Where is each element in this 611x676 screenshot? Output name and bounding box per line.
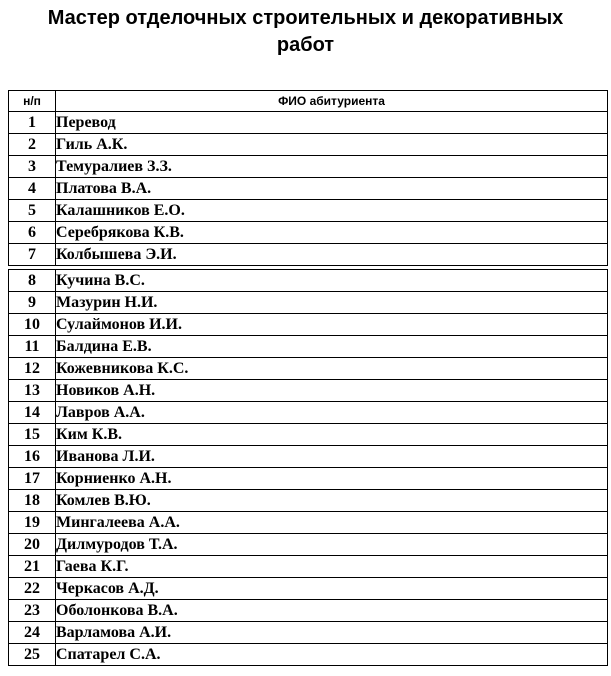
column-header-number: н/п [9,91,56,112]
column-header-applicant-name: ФИО абитуриента [56,91,608,112]
row-applicant-name-cell: Серебрякова К.В. [56,222,608,244]
table-row [9,178,608,200]
applicant-table-section-2 [8,269,608,666]
row-applicant-name-cell: Дилмуродов Т.А. [56,534,608,556]
row-applicant-name-cell: Гаева К.Г. [56,556,608,578]
row-applicant-name-cell: Оболонкова В.А. [56,600,608,622]
row-applicant-name-cell: Мазурин Н.И. [56,292,608,314]
table-row [9,200,608,222]
row-applicant-name-cell: Спатарел С.А. [56,644,608,666]
row-applicant-name-cell: Мингалеева А.А. [56,512,608,534]
row-applicant-name-cell: Перевод [56,112,608,134]
row-applicant-name-cell: Кучина В.С. [56,270,608,292]
row-applicant-name-cell: Гиль А.К. [56,134,608,156]
table-row [9,358,608,380]
table-section-1-body [9,112,608,266]
row-applicant-name-cell: Иванова Л.И. [56,446,608,468]
row-applicant-name-cell: Комлев В.Ю. [56,490,608,512]
table-row [9,134,608,156]
table-row [9,512,608,534]
row-applicant-name-cell: Лавров А.А. [56,402,608,424]
row-number-cell: 11 [9,336,56,358]
row-number-cell: 18 [9,490,56,512]
row-number-cell: 4 [9,178,56,200]
row-applicant-name-cell: Ким К.В. [56,424,608,446]
row-number-cell: 12 [9,358,56,380]
table-row [9,402,608,424]
row-applicant-name-cell: Темуралиев З.З. [56,156,608,178]
row-applicant-name-cell: Черкасов А.Д. [56,578,608,600]
row-number-cell: 7 [9,244,56,266]
table-row [9,156,608,178]
table-row [9,292,608,314]
row-applicant-name-cell: Кожевникова К.С. [56,358,608,380]
page-title: Мастер отделочных строительных и декоративных работ [47,7,564,56]
row-number-cell: 21 [9,556,56,578]
row-number-cell: 8 [9,270,56,292]
row-number-cell: 17 [9,468,56,490]
row-applicant-name-cell: Сулаймонов И.И. [56,314,608,336]
table-row [9,644,608,666]
row-number-cell: 10 [9,314,56,336]
row-number-cell: 16 [9,446,56,468]
row-number-cell: 22 [9,578,56,600]
row-number-cell: 9 [9,292,56,314]
row-number-cell: 1 [9,112,56,134]
row-applicant-name-cell: Балдина Е.В. [56,336,608,358]
row-applicant-name-cell: Колбышева Э.И. [56,244,608,266]
row-applicant-name-cell: Калашников Е.О. [56,200,608,222]
row-applicant-name-cell: Варламова А.И. [56,622,608,644]
row-number-cell: 13 [9,380,56,402]
table-row [9,534,608,556]
table-row [9,244,608,266]
table-row [9,380,608,402]
table-row [9,600,608,622]
row-number-cell: 6 [9,222,56,244]
row-applicant-name-cell: Платова В.А. [56,178,608,200]
table-header-row [9,91,608,112]
row-number-cell: 24 [9,622,56,644]
row-number-cell: 23 [9,600,56,622]
row-number-cell: 14 [9,402,56,424]
table-row [9,222,608,244]
table-row [9,336,608,358]
row-applicant-name-cell: Новиков А.Н. [56,380,608,402]
row-number-cell: 20 [9,534,56,556]
table-row [9,270,608,292]
table-row [9,490,608,512]
table-row [9,112,608,134]
table-row [9,314,608,336]
table-row [9,578,608,600]
row-number-cell: 19 [9,512,56,534]
row-number-cell: 15 [9,424,56,446]
table-row [9,468,608,490]
table-row [9,446,608,468]
applicant-table-section-1 [8,90,608,266]
row-number-cell: 3 [9,156,56,178]
row-number-cell: 2 [9,134,56,156]
table-section-2-body [9,270,608,666]
table-row [9,424,608,446]
row-applicant-name-cell: Корниенко А.Н. [56,468,608,490]
row-number-cell: 5 [9,200,56,222]
table-row [9,556,608,578]
row-number-cell: 25 [9,644,56,666]
table-row [9,622,608,644]
roster-tables [8,90,607,666]
